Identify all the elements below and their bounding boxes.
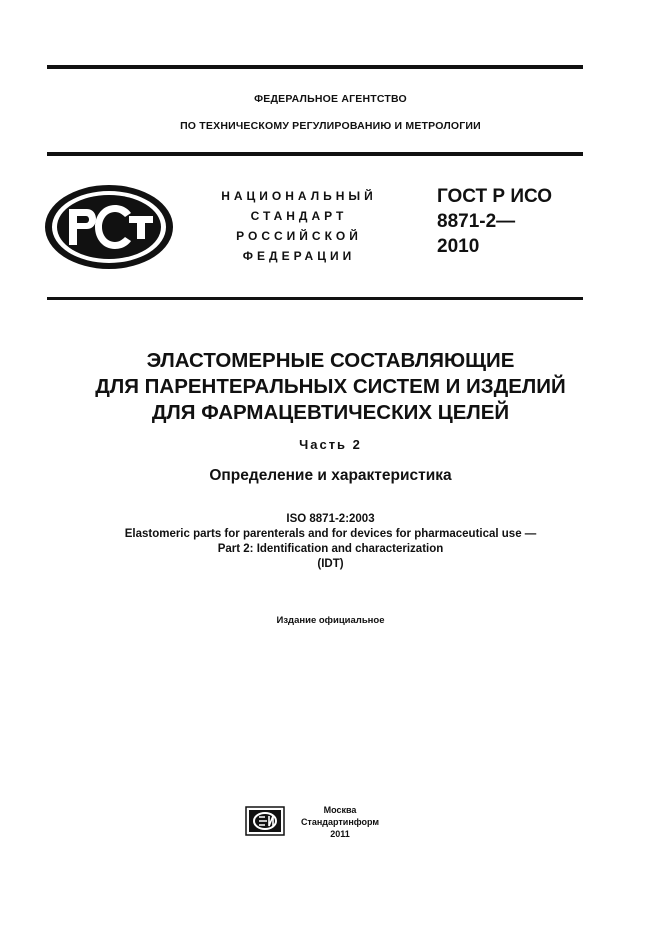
standard-type	[203, 186, 395, 266]
title-line: ЭЛАСТОМЕРНЫЕ СОСТАВЛЯЮЩИЕ	[146, 349, 515, 372]
designation-line: 8871-2—	[437, 211, 516, 232]
iso-reference	[0, 512, 661, 572]
standard-type-line: ФЕДЕРАЦИИ	[242, 249, 356, 263]
standard-type-line: РОССИЙСКОЙ	[236, 229, 362, 243]
title-line: ДЛЯ ФАРМАЦЕВТИЧЕСКИХ ЦЕЛЕЙ	[151, 401, 510, 424]
header-rule	[47, 152, 583, 156]
standard-type-line: СТАНДАРТ	[250, 209, 348, 223]
rst-mark-icon	[43, 183, 175, 271]
standard-type-line: НАЦИОНАЛЬНЫЙ	[221, 189, 377, 203]
publisher-city: Москва	[323, 805, 357, 815]
document-title	[0, 348, 661, 426]
edition-label: Издание официальное	[276, 615, 385, 626]
agency-line-1: ФЕДЕРАЛЬНОЕ АГЕНТСТВО	[254, 93, 407, 105]
designation-line: ГОСТ Р ИСО	[437, 186, 553, 207]
publisher-name: Стандартинформ	[300, 817, 380, 827]
iso-line: Part 2: Identification and characterization	[217, 543, 444, 555]
publisher-block	[292, 804, 388, 840]
agency-line-2: ПО ТЕХНИЧЕСКОМУ РЕГУЛИРОВАНИЮ И МЕТРОЛОГИИ	[180, 120, 481, 132]
standartinform-logo-icon	[245, 806, 285, 836]
part-label: Часть 2	[299, 437, 362, 452]
document-subtitle: Определение и характеристика	[209, 467, 452, 484]
title-rule	[47, 297, 583, 300]
designation-line: 2010	[437, 236, 480, 257]
standard-designation	[437, 184, 552, 259]
top-rule	[47, 65, 583, 69]
publisher-year: 2011	[330, 829, 350, 839]
iso-line: Elastomeric parts for parenterals and for devices for pharmaceutical use —	[124, 528, 537, 540]
iso-line: ISO 8871-2:2003	[286, 513, 375, 525]
title-line: ДЛЯ ПАРЕНТЕРАЛЬНЫХ СИСТЕМ И ИЗДЕЛИЙ	[95, 375, 566, 398]
iso-line: (IDT)	[317, 558, 344, 570]
